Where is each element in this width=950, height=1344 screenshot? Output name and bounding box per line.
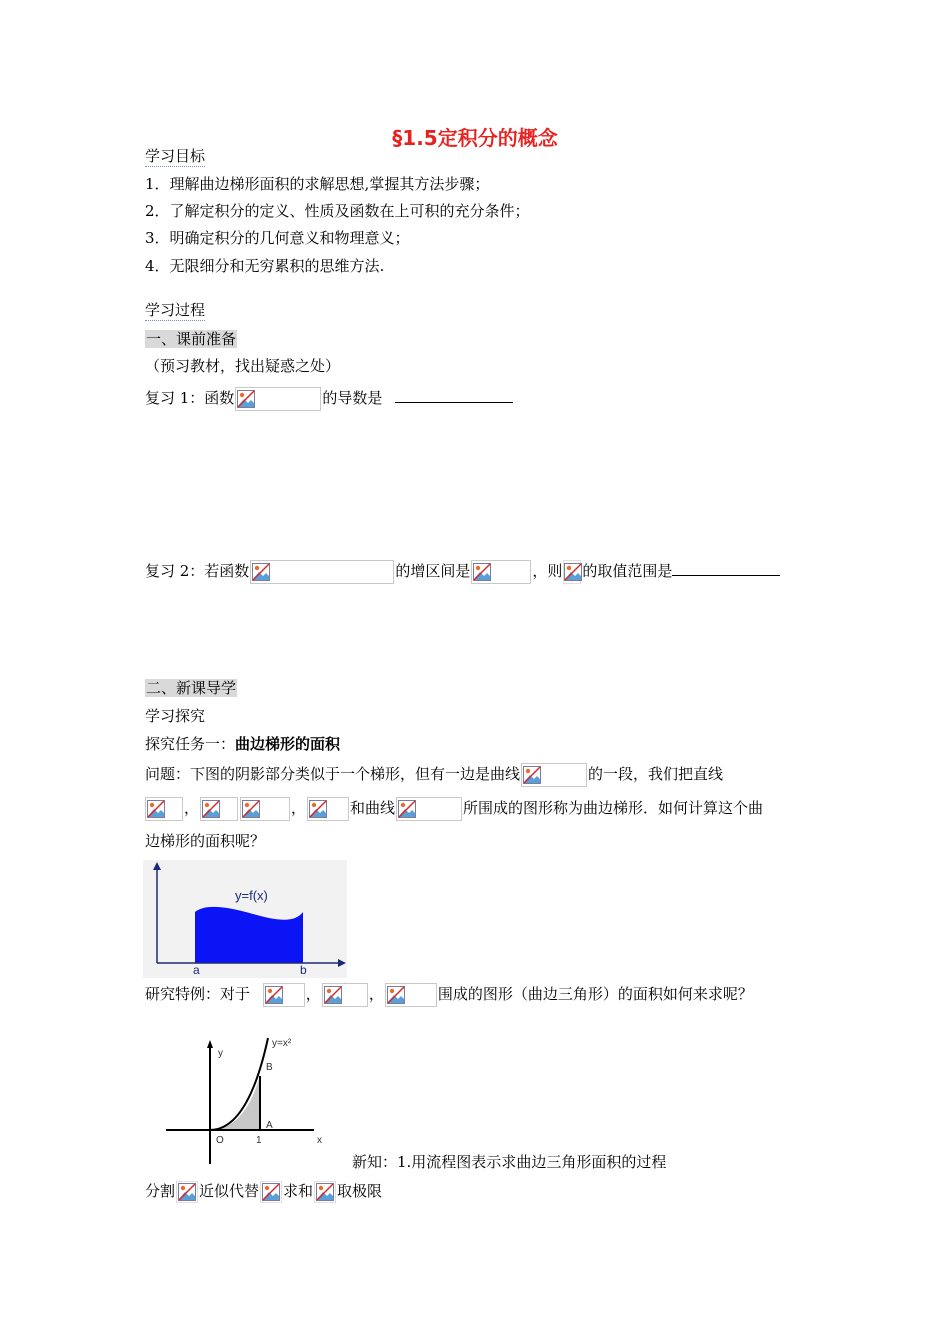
formula-image-placeholder — [250, 560, 394, 584]
goals-heading: 学习目标 — [145, 147, 206, 165]
y-axis-arrow-icon — [207, 1040, 213, 1048]
formula-image-placeholder — [563, 560, 581, 584]
goal-item-3: 3．明确定积分的几何意义和物理意义； — [145, 229, 410, 247]
broken-image-icon — [324, 986, 342, 1004]
process-heading: 学习过程 — [145, 301, 206, 319]
section-heading-1: 一、课前准备 — [146, 330, 237, 348]
flow-arrow-image-placeholder — [260, 1181, 282, 1203]
formula-image-placeholder — [396, 797, 462, 821]
label-b: b — [300, 963, 307, 977]
explore-heading: 学习探究 — [145, 707, 206, 725]
question-line-3: 边梯形的面积呢？ — [145, 832, 266, 850]
curve-label: y=x² — [272, 1038, 292, 1049]
formula-image-placeholder — [263, 983, 305, 1007]
flow-arrow-image-placeholder — [176, 1181, 198, 1203]
curved-trapezoid-figure — [143, 860, 347, 978]
formula-image-placeholder — [235, 387, 321, 411]
formula-image-placeholder — [145, 797, 183, 821]
label-A: A — [266, 1120, 273, 1131]
label-x: x — [317, 1135, 322, 1146]
broken-image-icon — [252, 563, 270, 581]
broken-image-icon — [147, 800, 165, 818]
answer-blank[interactable] — [395, 388, 513, 403]
formula-image-placeholder — [200, 797, 238, 821]
question-line-1: 问题：下图的阴影部分类似于一个梯形，但有一边是曲线 的一段，我们把直线 — [145, 763, 723, 787]
broken-image-icon — [237, 390, 255, 408]
goal-item-1: 1．理解曲边梯形面积的求解思想,掌握其方法步骤； — [145, 175, 490, 193]
broken-image-icon — [523, 766, 541, 784]
broken-image-icon — [473, 563, 491, 581]
question-line-2: ， ， 和曲线 所围成的图形称为曲边梯形．如何计算这个曲 — [145, 797, 763, 821]
broken-image-icon — [398, 800, 416, 818]
section-heading-2: 二、新课导学 — [146, 679, 237, 697]
broken-image-icon — [242, 800, 260, 818]
review-1: 复习 1：函数 的导数是 — [145, 387, 513, 411]
formula-image-placeholder — [322, 983, 368, 1007]
review-2: 复习 2：若函数 的增区间是 ，则 的取值范围是 — [145, 560, 780, 584]
formula-image-placeholder — [471, 560, 531, 584]
formula-image-placeholder — [307, 797, 349, 821]
label-y: y — [218, 1048, 223, 1059]
broken-image-icon — [265, 986, 283, 1004]
broken-image-icon — [316, 1183, 334, 1201]
broken-image-icon — [202, 800, 220, 818]
formula-image-placeholder — [240, 797, 290, 821]
broken-image-icon — [309, 800, 327, 818]
label-origin: O — [216, 1135, 224, 1146]
label-B: B — [266, 1062, 273, 1073]
formula-image-placeholder — [521, 763, 587, 787]
goal-item-2: 2．了解定积分的定义、性质及函数在上可积的充分条件； — [145, 202, 530, 220]
broken-image-icon — [564, 563, 582, 581]
broken-image-icon — [262, 1183, 280, 1201]
curve-label: y=f(x) — [235, 888, 268, 903]
flow-arrow-image-placeholder — [314, 1181, 336, 1203]
goal-item-4: 4．无限细分和无穷累积的思维方法. — [145, 257, 385, 275]
preview-note: （预习教材，找出疑惑之处） — [145, 357, 341, 375]
broken-image-icon — [178, 1183, 196, 1201]
new-knowledge-line: 新知：1.用流程图表示求曲边三角形面积的过程 — [352, 1153, 667, 1171]
curved-triangle-figure — [164, 1036, 334, 1166]
label-one: 1 — [256, 1135, 262, 1146]
broken-image-icon — [387, 986, 405, 1004]
answer-blank[interactable] — [672, 561, 780, 576]
task-1: 探究任务一：曲边梯形的面积 — [145, 735, 341, 753]
shaded-region — [210, 1076, 260, 1130]
formula-image-placeholder — [385, 983, 437, 1007]
flow-line: 分割 近似代替 求和 取极限 — [145, 1180, 382, 1203]
label-a: a — [193, 963, 200, 977]
special-case-line: 研究特例：对于 ， ， 围成的图形（曲边三角形）的面积如何来求呢？ — [145, 983, 753, 1007]
page-title: §1.5定积分的概念 — [392, 126, 558, 150]
